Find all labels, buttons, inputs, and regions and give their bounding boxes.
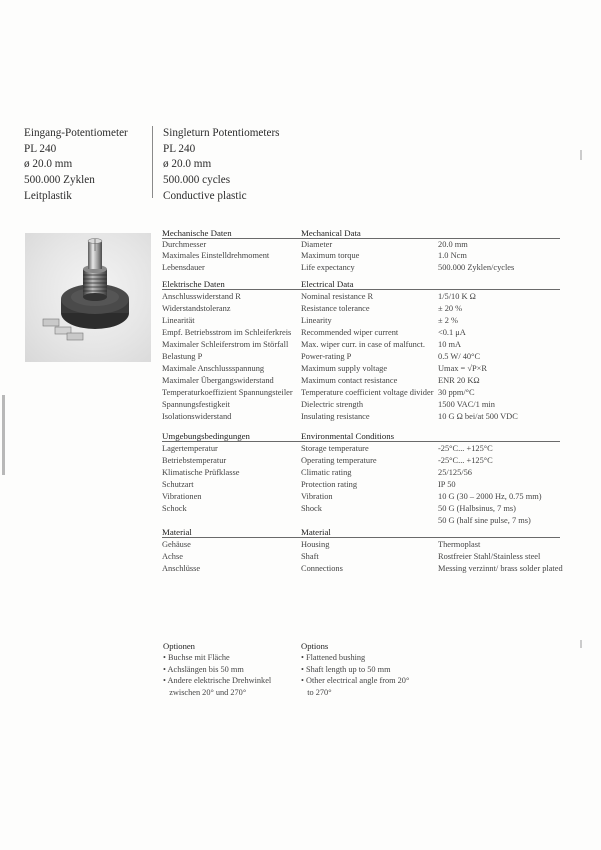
options-de-item: zwischen 20° und 270° [163,687,247,697]
spec-value: -25°C... +125°C [438,456,493,465]
header-en-line: Conductive plastic [163,189,247,202]
spec-value: 10 G (30 – 2000 Hz, 0.75 mm) [438,492,542,501]
spec-row [162,315,560,326]
options-english [301,641,409,698]
section-header-row [162,279,560,290]
spec-label-german: Achse [162,552,183,561]
header-de-line: 500.000 Zyklen [24,174,95,187]
spec-label-english: Power-rating P [301,352,352,361]
header-english [163,126,280,205]
options-german [163,641,271,698]
spec-row [162,503,560,514]
spec-label-english: Recommended wiper current [301,328,399,337]
spec-label-english: Maximum torque [301,251,360,260]
spec-label-english: Climatic rating [301,468,352,477]
spec-label-english: Shaft [301,552,319,561]
spec-value: -25°C... +125°C [438,444,493,453]
spec-row [162,467,560,478]
header-de-line: ø 20.0 mm [24,158,73,171]
spec-row [162,387,560,398]
spec-label-english: Linearity [301,316,332,325]
section-title: Umgebungsbedingungen [162,431,250,441]
spec-value: Messing verzinnt/ brass solder plated [438,564,563,573]
spec-label-english: Dielectric strength [301,400,364,409]
scan-edge-mark [580,640,582,648]
header-en-line: 500.000 cycles [163,174,231,187]
spec-value: 10 mA [438,340,462,349]
options-en-item: to 270° [301,687,332,697]
spec-row [162,455,560,466]
spec-label-german: Klimatische Prüfklasse [162,468,240,477]
spec-label-english: Operating temperature [301,456,377,465]
spec-label-english: Insulating resistance [301,412,370,421]
spec-value: ± 2 % [438,316,458,325]
spec-value: Thermoplast [438,540,481,549]
section-title: Elektrische Daten [162,279,225,289]
spec-value: Umax = √P×R [438,364,487,373]
spec-label-english: Maximum supply voltage [301,364,388,373]
spec-label-german: Betriebstemperatur [162,456,227,465]
header-en-line: PL 240 [163,142,196,155]
options-de-title: Optionen [163,641,195,651]
options-en-title: Options [301,641,329,651]
spec-label-german: Widerstandstoleranz [162,304,231,313]
spec-label-german: Belastung P [162,352,203,361]
spec-label-english: Diameter [301,240,333,249]
spec-row [162,375,560,386]
spec-label-german: Lagertemperatur [162,444,218,453]
section-header-row [162,431,560,442]
spec-label-german: Schock [162,504,187,513]
spec-value: 1/5/10 K Ω [438,292,476,301]
header-de-line: Leitplastik [24,189,72,202]
options-en-item: • Other electrical angle from 20° [301,676,410,686]
options-de-item: • Andere elektrische Drehwinkel [163,676,272,686]
header-divider [152,126,153,198]
spec-label-german: Maximaler Übergangswiderstand [162,376,274,385]
spec-value: 1500 VAC/1 min [438,400,495,409]
spec-value: 1.0 Ncm [438,251,467,260]
section-title: Mechanische Daten [162,228,232,238]
spec-value: 25/125/56 [438,468,472,477]
spec-row [162,411,560,422]
spec-value: 50 G (Halbsinus, 7 ms) [438,504,516,513]
header-en-line: Singleturn Potentiometers [163,127,280,139]
spec-row [162,339,560,350]
spec-label-english: Shock [301,504,322,513]
spec-row [162,551,560,562]
spec-value: 20.0 mm [438,240,468,249]
options-de-item: • Achslängen bis 50 mm [163,664,244,674]
spec-value: Rostfreier Stahl/Stainless steel [438,552,541,561]
spec-label-english: Temperature coefficient voltage divider [301,388,434,397]
section-title: Electrical Data [301,279,354,289]
spec-label-german: Gehäuse [162,540,191,549]
spec-value: IP 50 [438,480,456,489]
options-en-item: • Flattened bushing [301,653,366,663]
scan-edge-mark [2,395,5,475]
spec-row [162,327,560,338]
spec-label-german: Durchmesser [162,240,207,249]
spec-row [162,563,563,574]
section-title: Mechanical Data [301,228,361,238]
spec-row [162,351,560,362]
spec-label-german: Vibrationen [162,492,202,501]
spec-row [162,262,560,273]
options-en-item: • Shaft length up to 50 mm [301,664,391,674]
spec-label-english: Vibration [301,492,333,501]
spec-row [162,491,560,502]
spec-row [162,539,560,550]
scan-edge-mark [580,150,582,160]
spec-label-english: Storage temperature [301,444,369,453]
spec-label-english: Resistance tolerance [301,304,370,313]
spec-label-german: Schutzart [162,480,194,489]
spec-label-german: Maximale Anschlussspannung [162,364,265,373]
header-en-line: ø 20.0 mm [163,158,212,171]
spec-label-german: Isolationswiderstand [162,412,232,421]
spec-label-german: Lebensdauer [162,263,205,272]
spec-value: ENR 20 KΩ [438,376,480,385]
spec-label-german: Linearität [162,316,195,325]
spec-label-german: Empf. Betriebsstrom im Schleiferkreis [162,328,292,337]
spec-label-english: Max. wiper curr. in case of malfunct. [301,340,425,349]
spec-row [162,443,560,454]
spec-label-german: Anschlusswiderstand R [162,292,241,301]
spec-value: ± 20 % [438,304,463,313]
spec-value: 10 G Ω bei/at 500 VDC [438,412,518,421]
header-german [24,126,128,205]
spec-value: 50 G (half sine pulse, 7 ms) [438,516,531,525]
spec-label-english: Housing [301,540,330,549]
spec-label-german: Spannungsfestigkeit [162,400,230,409]
spec-row [162,479,560,490]
potentiometer-photo [25,233,151,362]
section-title: Material [301,527,331,537]
section-header-row [162,228,560,239]
spec-row [162,250,560,261]
spec-label-german: Anschlüsse [162,564,201,573]
spec-row [162,363,560,374]
spec-label-english: Nominal resistance R [301,292,374,301]
spec-value: 30 ppm/°C [438,388,475,397]
header-de-line: PL 240 [24,142,57,155]
spec-row [162,399,560,410]
spec-row [162,303,560,314]
spec-label-english: Protection rating [301,480,358,489]
spec-value: 0.5 W/ 40°C [438,352,481,361]
spec-label-german: Maximales Einstelldrehmoment [162,251,270,260]
spec-row [162,239,560,250]
spec-label-german: Maximaler Schleiferstrom im Störfall [162,340,289,349]
spec-label-german: Temperaturkoeffizient Spannungsteiler [162,388,293,397]
spec-row [162,515,560,526]
spec-value: 500.000 Zyklen/cycles [438,263,515,272]
section-header-row [162,527,560,538]
header-de-line: Eingang-Potentiometer [24,127,128,139]
spec-label-english: Maximum contact resistance [301,376,398,385]
spec-label-english: Connections [301,564,343,573]
options-de-item: • Buchse mit Fläche [163,653,230,663]
section-title: Environmental Conditions [301,431,395,441]
spec-label-english: Life expectancy [301,263,355,272]
section-title: Material [162,527,192,537]
spec-row [162,291,560,302]
spec-value: <0.1 μA [438,328,466,337]
